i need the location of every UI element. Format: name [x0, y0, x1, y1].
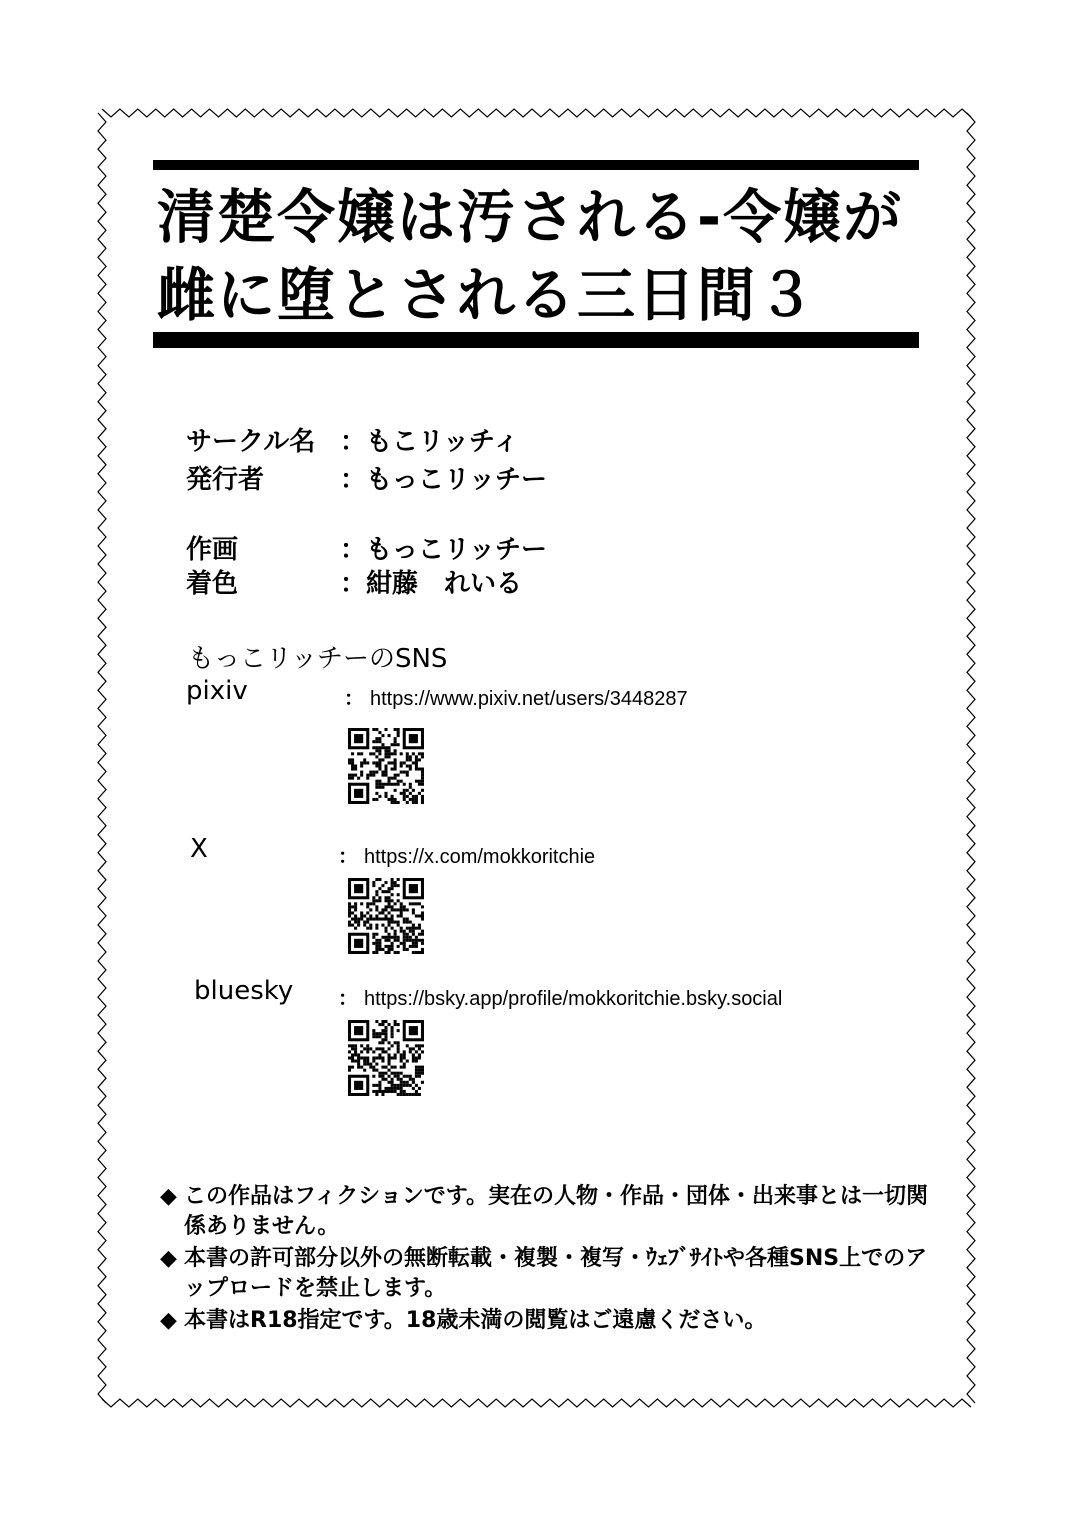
sns-label-bluesky: bluesky: [194, 976, 294, 1006]
disclaimer-text: この作品はフィクションです。実在の人物・作品・団体・出来事とは一切関係ありません。: [184, 1184, 929, 1239]
disclaimer-note: [160, 1306, 944, 1336]
sns-url-pixiv[interactable]: [344, 682, 688, 711]
sns-colon: ：: [338, 986, 358, 1010]
sns-url-bluesky[interactable]: [338, 982, 782, 1011]
sns-label-x: X: [190, 834, 208, 864]
qr-code-pixiv-icon: [348, 728, 424, 804]
book-title-line-2: 雌に堕とされる三日間３: [157, 261, 818, 329]
qr-code-x-icon: [348, 878, 424, 954]
sns-url-text[interactable]: https://www.pixiv.net/users/3448287: [370, 688, 688, 710]
book-title-line-1: 清楚令嬢は汚される-令嬢が: [157, 183, 904, 251]
disclaimer-text: 本書の許可部分以外の無断転載・複製・複写・ｳｪﾌﾞｻｲﾄや各種SNS上でのアップロードを禁止します。: [184, 1246, 928, 1301]
sns-heading: もっこリッチーのSNS: [188, 644, 448, 674]
credit-label: 作画: [186, 535, 239, 565]
sns-colon: ：: [338, 844, 358, 868]
disclaimer-note: [160, 1244, 944, 1304]
disclaimer-notes: [160, 1182, 944, 1338]
title-rule-top: [153, 160, 919, 170]
sns-url-text[interactable]: https://bsky.app/profile/mokkoritchie.bsky.social: [364, 988, 783, 1010]
credit-value: ：もこリッチィ: [340, 427, 519, 457]
credit-value: ：紺藤 れいる: [340, 569, 523, 599]
credit-label: サークル名: [186, 427, 316, 457]
disclaimer-text: 本書はR18指定です。18歳未満の閲覧はご遠慮ください。: [184, 1308, 767, 1333]
diamond-bullet-icon: ◆: [160, 1184, 177, 1209]
sns-colon: ：: [344, 686, 364, 710]
sns-url-text[interactable]: https://x.com/mokkoritchie: [364, 846, 596, 868]
diamond-bullet-icon: ◆: [160, 1246, 177, 1271]
sns-url-x[interactable]: [338, 840, 595, 869]
title-rule-bottom: [153, 332, 919, 348]
book-title: [157, 178, 937, 334]
credit-value: ：もっこリッチー: [340, 465, 547, 495]
qr-code-bluesky-icon: [348, 1020, 424, 1096]
credit-value: ：もっこリッチー: [340, 535, 547, 565]
credit-label: 発行者: [186, 465, 265, 495]
disclaimer-note: [160, 1182, 944, 1242]
sns-label-pixiv: pixiv: [186, 676, 248, 706]
diamond-bullet-icon: ◆: [160, 1308, 177, 1333]
credit-label: 着色: [186, 569, 239, 599]
